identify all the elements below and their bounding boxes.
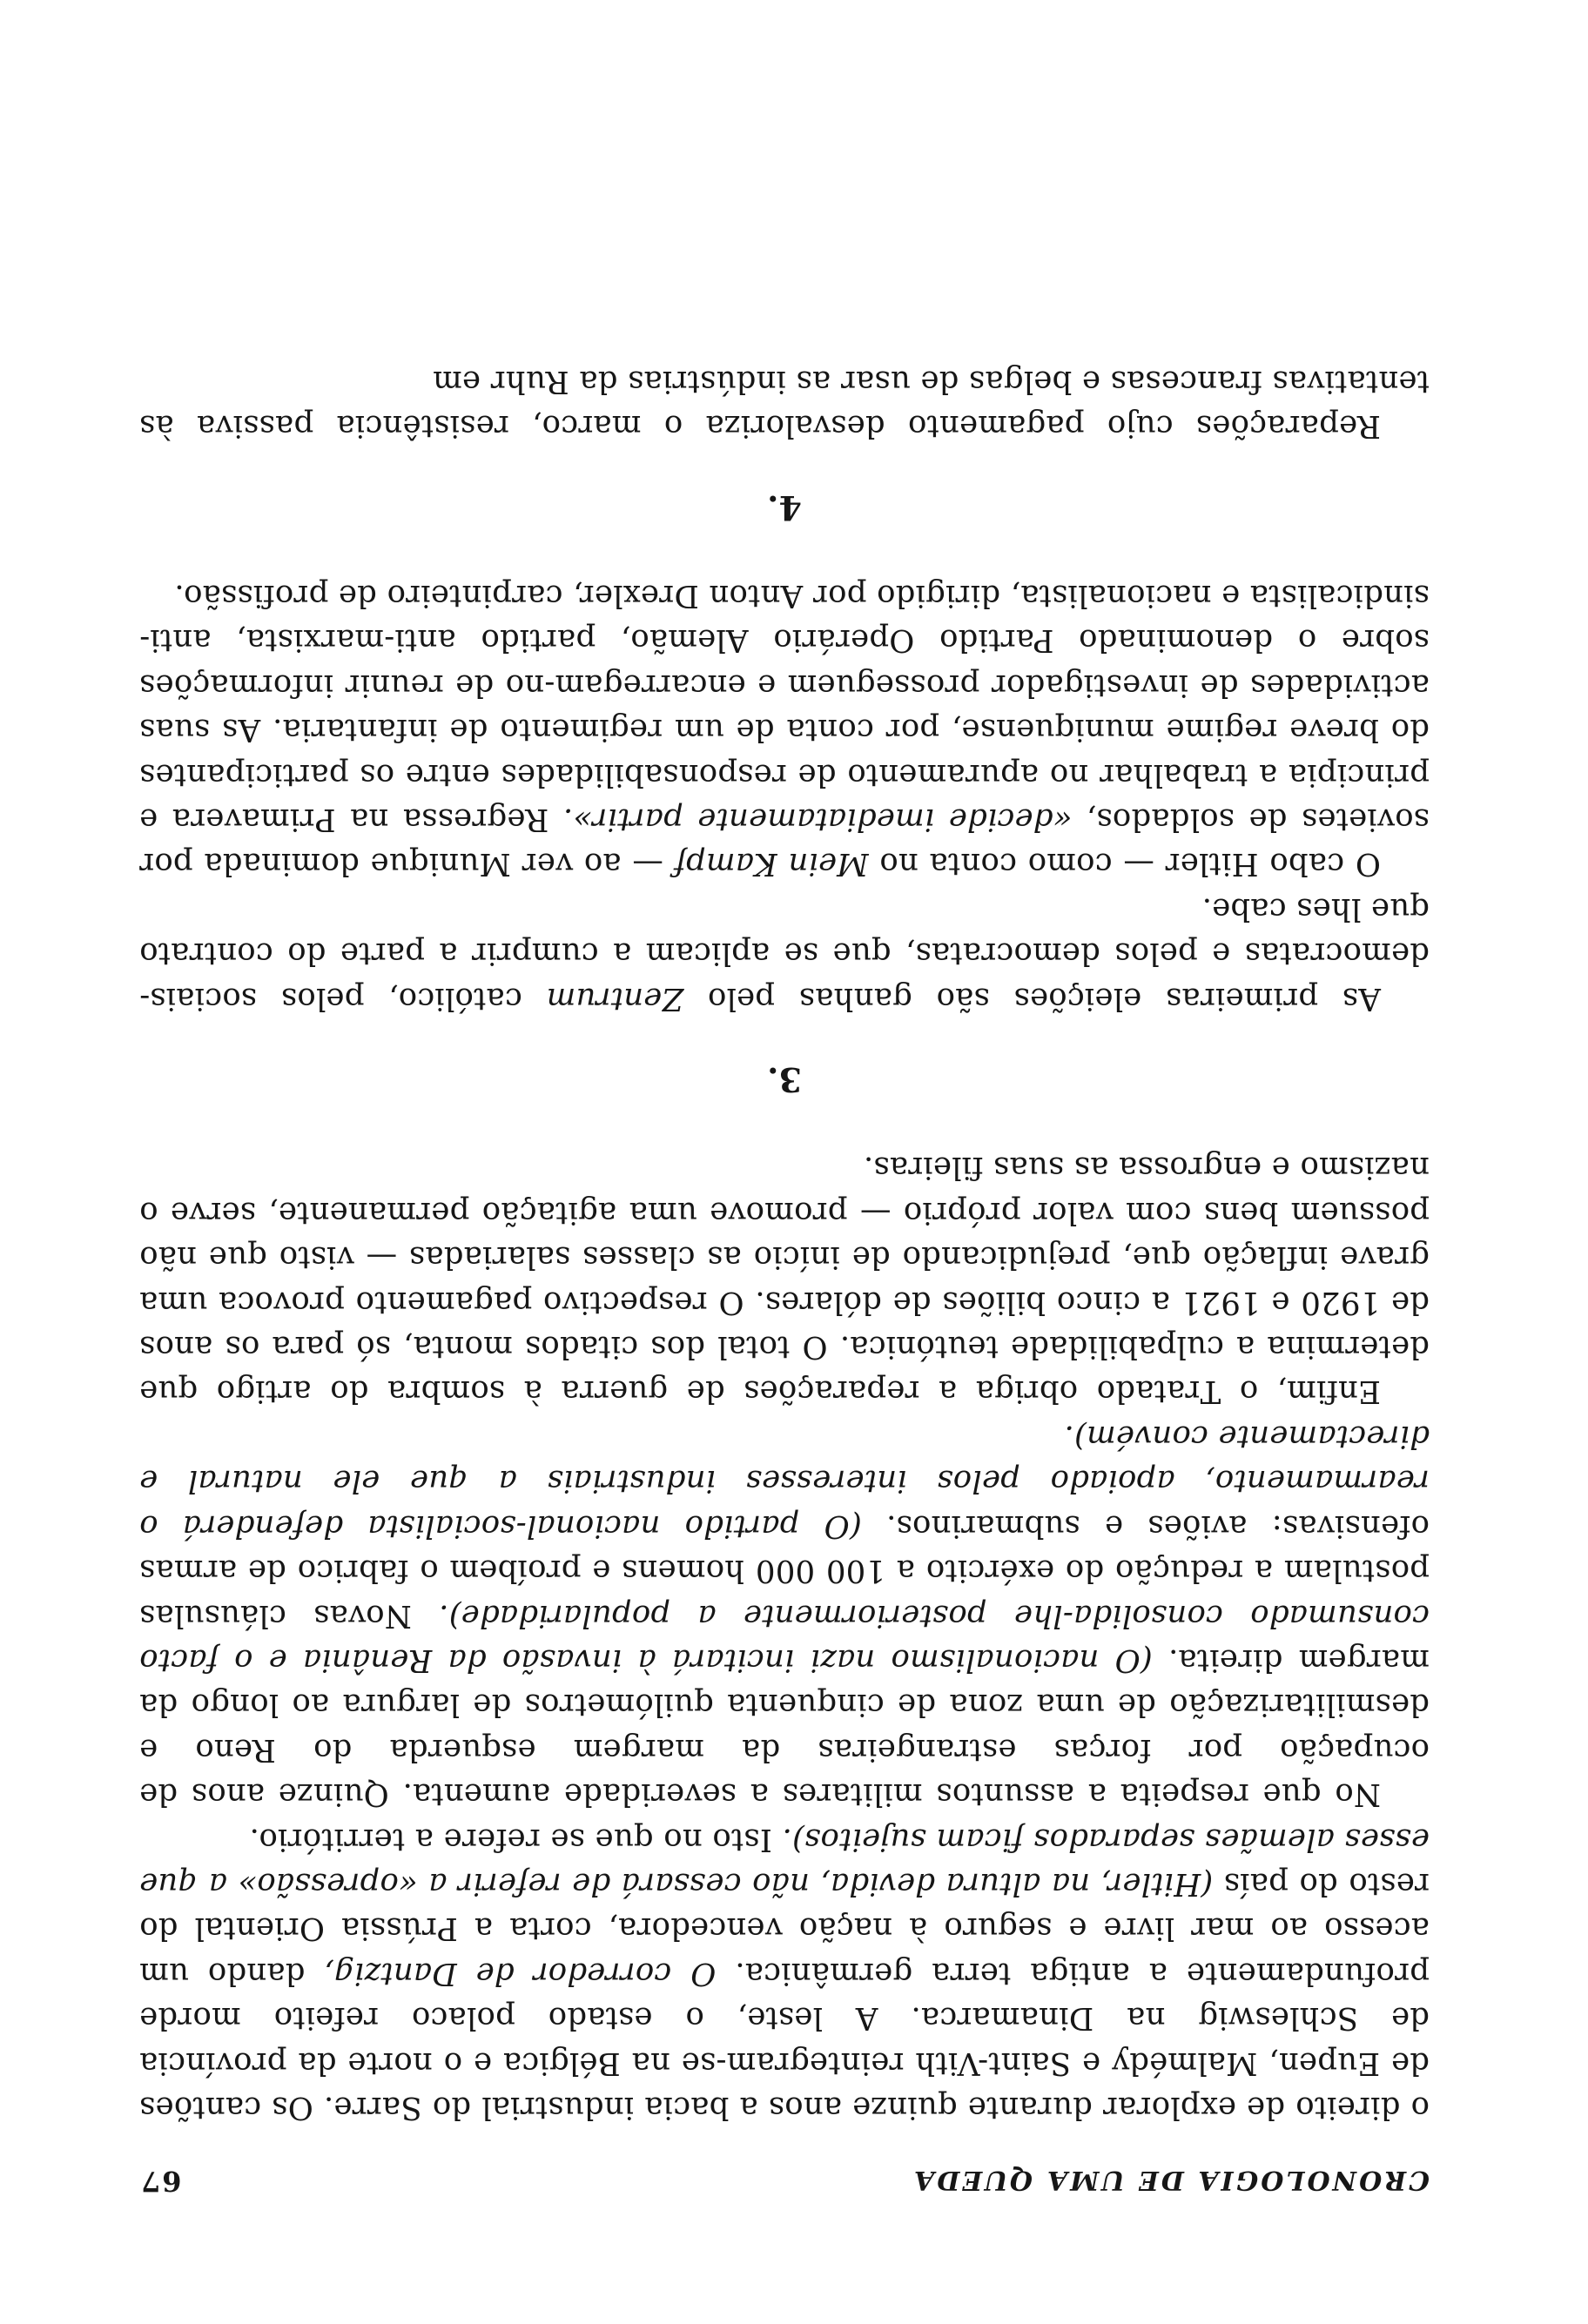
page-number: 67 bbox=[139, 2165, 182, 2198]
section-number: 3. bbox=[766, 1060, 803, 1100]
italic-run: «decide imediatamente partir». bbox=[562, 802, 1073, 838]
text-run: Reparações cujo pagamento desvaloriza o marco, resistência passiva às tentativas francesas e belgas de usar as indústrias da Ruhr em bbox=[139, 363, 1430, 445]
paragraph bbox=[139, 359, 1430, 448]
text-run: O cabo Hitler — como conta no bbox=[868, 846, 1381, 883]
book-title: CRONOLOGIA DE UMA QUEDA bbox=[912, 2165, 1430, 2195]
paragraph bbox=[139, 574, 1430, 887]
paragraph bbox=[139, 886, 1430, 1020]
italic-run: Zentrum bbox=[546, 980, 684, 1017]
text-run: católico, pelos sociais-democratas e pelos democratas, que se aplicam a cumprir a parte do contrato que lhes cabe. bbox=[139, 890, 1430, 1017]
italic-run: (O nacionalismo nazi incitará à invasão da Renânia e o facto consumado consolida-lhe posteriormente a popularidade). bbox=[139, 1597, 1430, 1678]
section-number: 4. bbox=[766, 487, 803, 527]
text-run: As primeiras eleições são ganhas pelo bbox=[683, 980, 1381, 1017]
paragraph bbox=[139, 1145, 1430, 1414]
paragraph bbox=[139, 1817, 1430, 2130]
running-head bbox=[139, 2165, 1430, 2198]
text-run: dando um acesso ao mar livre e seguro à nação vencedora, corta a Prússia Oriental do resto do país bbox=[138, 1865, 1430, 1992]
text-run: Enfim, o Tratado obriga a reparações de guerra à sombra do artigo que determina a culpabilidade teutónica. O total dos citados monta, só para os anos de 1920 e 1921 a cinco biliões de dólares. O respectivo pagamento provoca uma grave inflação que, prejudicando de início as classes salariadas — visto que não possuem bens com valor próprio — promove uma agitação permanente, serve o nazismo e engrossa as suas fileiras. bbox=[139, 1150, 1430, 1410]
paragraph bbox=[139, 1414, 1430, 1817]
italic-run: (Hitler, na altura devida, não cessará de referir a «opressão» a que esses alemães separados ficam sujeitos). bbox=[139, 1821, 1430, 1902]
italic-run: (O partido nacional-socialista defenderá o rearmamento, apoiado pelos interesses industriais a que ele natural e directamente convém). bbox=[139, 1418, 1430, 1544]
text-run: No que respeita a assuntos militares a severidade aumenta. Quinze anos de ocupação por forças estrangeiras da margem esquerda do Reno e desmilitarização de uma zona de cinquenta quilómetros de largura ao longo da margem direita. bbox=[139, 1642, 1430, 1813]
text-run: — ao ver Munique dominada por sovietes de soldados, bbox=[138, 802, 1430, 883]
italic-run: Mein Kampf bbox=[674, 846, 869, 883]
text-run: Regressa na Primavera e principia a trabalhar no apuramento de responsabilidades entre os participantes do breve regime muniquense, por conta de um regimento de infantaria. As suas actividades de investigador prosseguem e encarregam-no de reunir informações sobre o denominado Partido Operário Alemão, partido anti-marxista, anti-sindicalista e nacionalista, dirigido por Anton Drexler, carpinteiro de profissão. bbox=[139, 578, 1430, 838]
text-run: Novas cláusulas postulam a redução do exército a 100 000 homens e proíbem o fabrico de armas ofensivas: aviões e submarinos. bbox=[139, 1508, 1430, 1634]
text-run: Isto no que se refere a território. bbox=[249, 1821, 783, 1857]
body-text bbox=[139, 359, 1430, 2130]
text-run: o direito de explorar durante quinze anos a bacia industrial do Sarre. Os cantões de Eupen, Malmédy e Saint-Vith reintegram-se na Bélgica e o norte da província de Schleswig na Dinamarca. A leste, o estado polaco refeito morde profundamente a antiga terra germânica. bbox=[139, 1955, 1430, 2126]
italic-run: O corredor de Dantzig, bbox=[324, 1955, 717, 1992]
